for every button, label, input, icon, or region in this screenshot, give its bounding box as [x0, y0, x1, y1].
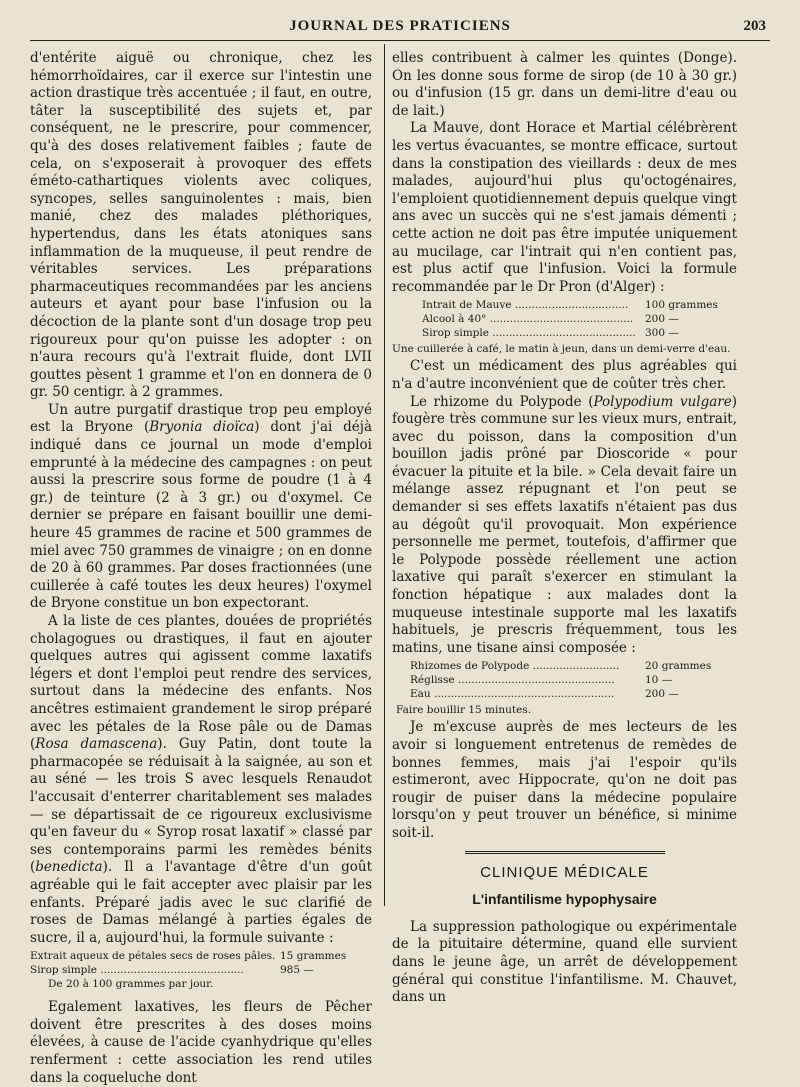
page-number: 203 — [743, 18, 766, 34]
page-header — [30, 18, 770, 40]
journal-title: JOURNAL DES PRATICIENS — [289, 18, 511, 34]
paragraph: La Mauve, dont Horace et Martial célébrèrent les vertus évacuantes, se montre efficace, surtout dans la constipation des vieillards : deux de mes malades, aujourd'hui plus qu'octogénaires, l'emploient quotidiennement depuis quelque vingt ans avec un succès qui ne s'est jamais démenti ; cette action ne doit pas être imputée uniquement au mucilage, car l'intrait qui n'en contient pas, est plus actif que l'infusion. Voici la formule recommandée par le Dr Pron (d'Alger) : — [392, 120, 737, 295]
paragraph: d'entérite aiguë ou chronique, chez les hémorrhoïdaires, car il exerce sur l'intestin une action drastique très accentuée ; il faut, en outre, tâter la susceptibilité des sujets et, par conséquent, ne le prescrire, pour commencer, qu'à des doses relativement faibles ; faute de cela, on s'exposerait à provoquer des effets éméto-cathartiques violents avec coliques, syncopes, selles sanguinolentes : mais, bien manié, chez des malades pléthoriques, hypertendus, dans les états atoniques sans inflammation de la muqueuse, il peut rendre de véritables services. Les préparations pharmaceutiques recommandées par les anciens auteurs et ayant pour base l'infusion ou la décoction de la plante sont d'un dosage trop peu rigoureux pour qu'on puisse les adopter : on n'aura recours qu'à l'extrait fluide, dont LVII gouttes pèsent 1 gramme et l'on en donnera de 0 gr. 50 centigr. à 2 grammes. — [30, 50, 372, 401]
section-title: CLINIQUE MÉDICALE — [480, 863, 649, 881]
paragraph: A la liste de ces plantes, douées de propriétés cholagogues ou drastiques, il faut en ajouter quelques autres qui agissent comme laxatifs légers et dont l'emploi peut rendre des services, surtout dans la médecine des enfants. Nos ancêtres estimaient grandement le sirop préparé avec les pétales de la Rose pâle ou de Damas (Rosa damascena). Guy Patin, dont toute la pharmacopée se réduisait à la saignée, au son et au séné — les trois S avec lesquels Renaudot l'accusait d'enterrer charitablement ses malades — se départissait de ce rigoureux exclusivisme qu'en faveur du « Syrop rosat laxatif » classé par ses contemporains parmi les remèdes bénits (benedicta). Il a l'avantage d'être d'un goût agréable qui le fait accepter avec plaisir par les enfants. Préparé jadis avec le suc clarifié de roses de Damas mélangé à parties égales de sucre, il a, aujourd'hui, la formule suivante : — [30, 613, 372, 946]
paragraph: Je m'excuse auprès de mes lecteurs de les avoir si longuement entretenus de remèdes de bonnes femmes, mais j'ai l'espoir qu'ils estimeront, avec Hippocrate, qu'on ne doit pas rougir de puiser dans la médecine populaire lorsqu'on y peut trouver un bénéfice, si minime soit-il. — [392, 719, 737, 841]
section-rule — [465, 851, 665, 854]
column-divider — [384, 44, 385, 906]
recipe-polypode — [392, 659, 737, 701]
recipe-note: De 20 à 100 grammes par jour. — [48, 978, 214, 991]
recipe-note: Faire bouillir 15 minutes. — [396, 704, 532, 717]
recipe-row: Intrait de Mauve .................................. 100 grammes — [422, 299, 718, 312]
recipe-mauve — [392, 298, 737, 340]
recipe-row: Eau ...................................................... 200 — — [410, 688, 679, 701]
recipe-note: Une cuillerée à café, le matin à jeun, dans un demi-verre d'eau. — [392, 343, 731, 356]
paragraph: elles contribuent à calmer les quintes (Donge). On les donne sous forme de sirop (de 10 à 30 gr.) ou d'infusion (15 gr. dans un demi-litre d'eau ou de lait.) — [392, 50, 737, 119]
recipe-row: Sirop simple ........................................... 985 — — [30, 964, 314, 977]
recipe-row: Extrait aqueux de pétales secs de roses pâles. 15 grammes — [30, 950, 347, 963]
paragraph: La suppression pathologique ou expérimentale de la pituitaire détermine, quand elle survient dans le jeune âge, un arrêt de développement général qui constitue l'infantilisme. M. Chauvet, dans un — [392, 918, 737, 1006]
right-column — [392, 50, 737, 1007]
recipe-row: Alcool à 40° ........................................... 200 — — [422, 313, 679, 326]
recipe-row: Sirop simple ........................................... 300 — — [422, 327, 679, 340]
paragraph: Le rhizome du Polypode (Polypodium vulgare) fougère très commune sur les vieux murs, entrait, avec du poisson, dans la composition d'un bouillon jadis prôné par Dioscoride « pour évacuer la pituite et la bile. » Cela devait faire un mélange assez répugnant et l'on peut se demander si ses effets laxatifs n'étaient pas dus au dégoût qu'il provoquait. Mon expérience personnelle me permet, toutefois, d'affirmer que le Polypode possède réellement une action laxative qui paraît s'exercer en stimulant la fonction hépatique : aux malades dont la muqueuse intestinale supporte mal les laxatifs habituels, je prescris fréquemment, tous les matins, une tisane ainsi composée : — [392, 393, 737, 656]
left-column — [30, 50, 372, 1087]
recipe-row: Rhizomes de Polypode .......................... 20 grammes — [410, 660, 712, 673]
header-rule — [30, 40, 770, 41]
recipe-rose — [30, 949, 372, 991]
paragraph: C'est un médicament des plus agréables qui n'a d'autre inconvénient que de coûter très cher. — [392, 358, 737, 392]
paragraph: Un autre purgatif drastique trop peu employé est la Bryone (Bryonia dioïca) dont j'ai déjà indiqué dans ce journal un mode d'emploi emprunté à la médecine des campagnes : on peut aussi la prescrire sous forme de poudre (1 à 4 gr.) de teinture (2 à 3 gr.) ou d'oxymel. Ce dernier se prépare en faisant bouillir une demi-heure 45 grammes de racine et 500 grammes de miel avec 750 grammes de vinaigre ; on en donne de 20 à 60 grammes. Par doses fractionnées (une cuillerée à café toutes les deux heures) l'oxymel de Bryone constitue un bon expectorant. — [30, 401, 372, 612]
article-title: L'infantilisme hypophysaire — [472, 891, 657, 908]
recipe-row: Réglisse ............................................... 10 — — [410, 674, 673, 687]
paragraph: Egalement laxatives, les fleurs de Pêcher doivent être prescrites à des doses moins élevées, à cause de l'acide cyanhydrique qu'elles renferment : cette association les rend utiles dans la coqueluche dont — [30, 999, 372, 1086]
